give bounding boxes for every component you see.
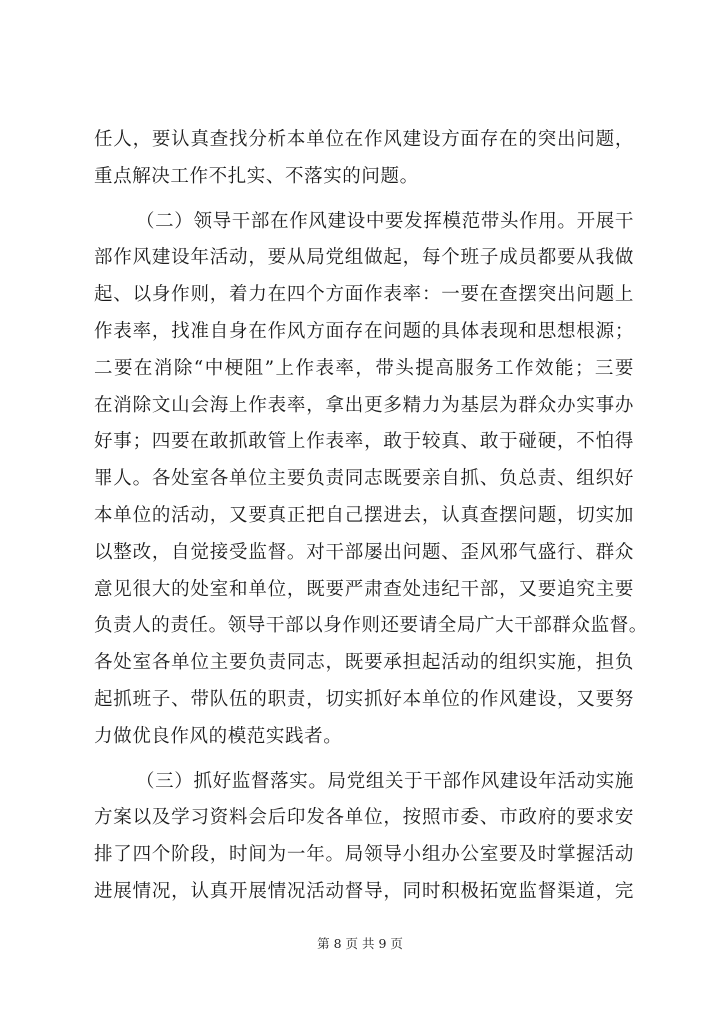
page-number-footer: 第 8 页 共 9 页 [317, 936, 403, 951]
paragraph-line: 好事；四要在敢抓敢管上作表率，敢于较真、敢于碰硬，不怕得 [94, 431, 634, 453]
paragraph-line: 排了四个阶段，时间为一年。局领导小组办公室要及时掌握活动 [94, 844, 634, 866]
paragraph-gap [94, 756, 634, 764]
paragraph-line: 意见很大的处室和单位，既要严肃查处违纪干部，又要追究主要 [94, 578, 634, 600]
paragraph-line: 作表率，找准自身在作风方面存在问题的具体表现和思想根源； [94, 320, 634, 342]
paragraph-line: 部作风建设年活动，要从局党组做起，每个班子成员都要从我做 [94, 247, 634, 269]
paragraph-line: （二）领导干部在作风建设中要发挥模范带头作用。开展干 [136, 210, 634, 232]
paragraph-line: 二要在消除“中梗阻”上作表率，带头提高服务工作效能；三要 [94, 357, 634, 379]
paragraph-gap [94, 196, 634, 204]
paragraph-line: 重点解决工作不扎实、不落实的问题。 [94, 165, 419, 187]
paragraph-line: 负责人的责任。领导干部以身作则还要请全局广大干部群众监督。 [94, 615, 648, 637]
paragraph-line: （三）抓好监督落实。局党组关于干部作风建设年活动实施 [136, 770, 634, 792]
paragraph-line: 起、以身作则，着力在四个方面作表率：一要在查摆突出问题上 [94, 284, 634, 306]
paragraph-line: 方案以及学习资料会后印发各单位，按照市委、市政府的要求安 [94, 807, 634, 829]
body-text [94, 122, 648, 911]
paragraph-line: 以整改，自觉接受监督。对干部屡出问题、歪风邪气盛行、群众 [94, 541, 634, 563]
paragraph-line: 任人，要认真查找分析本单位在作风建设方面存在的突出问题， [94, 129, 634, 150]
paragraph-line: 罪人。各处室各单位主要负责同志既要亲自抓、负总责、组织好 [94, 468, 634, 490]
paragraph-line: 进展情况，认真开展情况活动督导，同时积极拓宽监督渠道，完 [94, 880, 634, 902]
paragraph-line: 本单位的活动，又要真正把自己摆进去，认真查摆问题，切实加 [94, 504, 634, 526]
paragraph-line: 起抓班子、带队伍的职责，切实抓好本单位的作风建设，又要努 [94, 688, 634, 710]
paragraph-line: 各处室各单位主要负责同志，既要承担起活动的组织实施，担负 [94, 652, 634, 674]
paragraph-line: 在消除文山会海上作表率，拿出更多精力为基层为群众办实事办 [94, 394, 634, 416]
paragraph-line: 力做优良作风的模范实践者。 [94, 725, 343, 747]
